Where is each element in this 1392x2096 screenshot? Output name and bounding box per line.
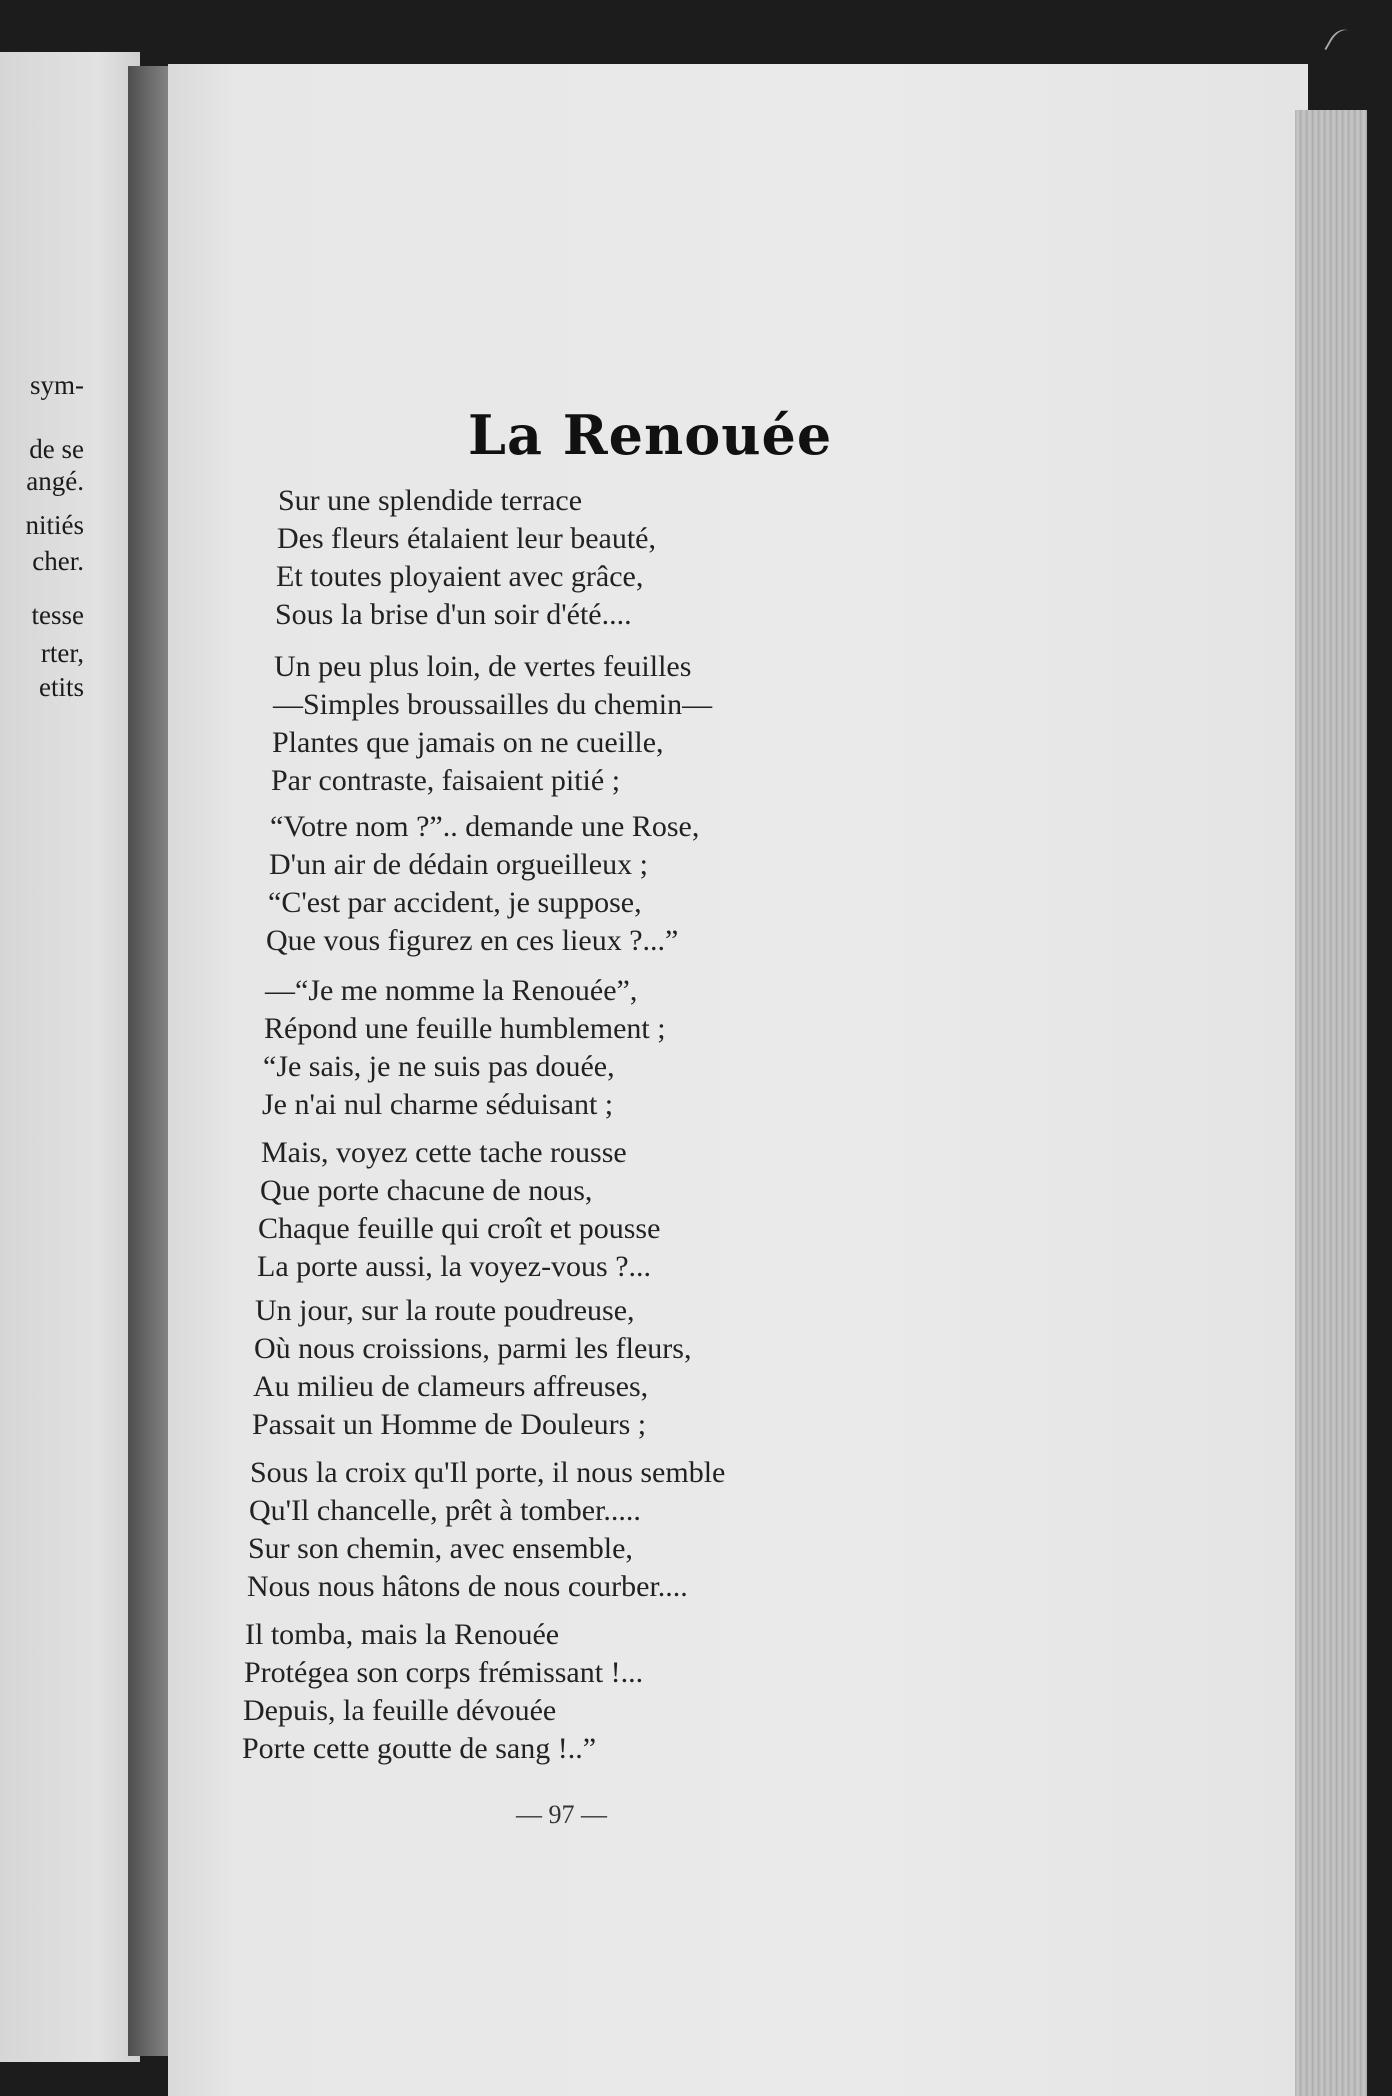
poem-line: Plantes que jamais on ne cueille, — [272, 726, 664, 759]
facing-page-text: nitiés — [25, 510, 84, 540]
facing-page-text: de se — [29, 434, 84, 464]
facing-page-text: tesse — [31, 600, 84, 630]
poem-line: Un jour, sur la route poudreuse, — [255, 1294, 635, 1327]
poem-line: Nous nous hâtons de nous courber.... — [247, 1570, 688, 1603]
facing-page-text: sym- — [30, 370, 84, 400]
page-number: — 97 — — [516, 1800, 607, 1829]
poem-line: Il tomba, mais la Renouée — [245, 1618, 560, 1651]
poem-line: Que vous figurez en ces lieux ?...” — [266, 924, 679, 957]
facing-page-text: cher. — [32, 546, 84, 576]
poem-line: “Je sais, je ne suis pas douée, — [263, 1050, 615, 1083]
poem-line: Sous la brise d'un soir d'été.... — [275, 598, 632, 631]
poem-line: —“Je me nomme la Renouée”, — [265, 974, 638, 1007]
poem-line: Par contraste, faisaient pitié ; — [271, 764, 621, 797]
poem-line: Qu'Il chancelle, prêt à tomber..... — [249, 1494, 641, 1527]
facing-page-text: etits — [39, 672, 84, 702]
poem-line: Sur son chemin, avec ensemble, — [248, 1532, 633, 1565]
poem-line: Sur une splendide terrace — [278, 484, 583, 517]
poem-line: D'un air de dédain orgueilleux ; — [269, 848, 648, 881]
poem-line: Sous la croix qu'Il porte, il nous semble — [250, 1456, 726, 1489]
poem-line: Où nous croissions, parmi les fleurs, — [254, 1332, 692, 1365]
page-edges — [1295, 110, 1367, 2096]
poem-line: “Votre nom ?”.. demande une Rose, — [270, 810, 700, 843]
poem-title: La Renouée — [468, 403, 833, 467]
poem-line: Mais, voyez cette tache rousse — [261, 1136, 627, 1169]
poem-line: —Simples broussailles du chemin— — [273, 688, 713, 721]
poem-line: Et toutes ployaient avec grâce, — [276, 560, 644, 593]
poem-line: Un peu plus loin, de vertes feuilles — [274, 650, 692, 683]
poem-line: Passait un Homme de Douleurs ; — [252, 1408, 647, 1441]
poem-line: Depuis, la feuille dévouée — [243, 1694, 557, 1727]
poem-line: Des fleurs étalaient leur beauté, — [277, 522, 656, 555]
facing-page-text: angé. — [26, 466, 84, 496]
facing-page-text: rter, — [40, 638, 84, 668]
poem-line: Porte cette goutte de sang !..” — [242, 1732, 597, 1765]
poem-line: Protégea son corps frémissant !... — [244, 1656, 644, 1689]
poem-line: La porte aussi, la voyez-vous ?... — [257, 1250, 652, 1283]
poem-line: Je n'ai nul charme séduisant ; — [262, 1088, 614, 1121]
poem-line: Que porte chacune de nous, — [260, 1174, 593, 1207]
poem-line: Chaque feuille qui croît et pousse — [258, 1212, 661, 1245]
poem-line: “C'est par accident, je suppose, — [268, 886, 642, 919]
poem-line: Répond une feuille humblement ; — [264, 1012, 666, 1045]
poem-line: Au milieu de clameurs affreuses, — [253, 1370, 649, 1403]
corner-mark — [1324, 25, 1355, 59]
facing-page-left — [0, 52, 140, 2062]
